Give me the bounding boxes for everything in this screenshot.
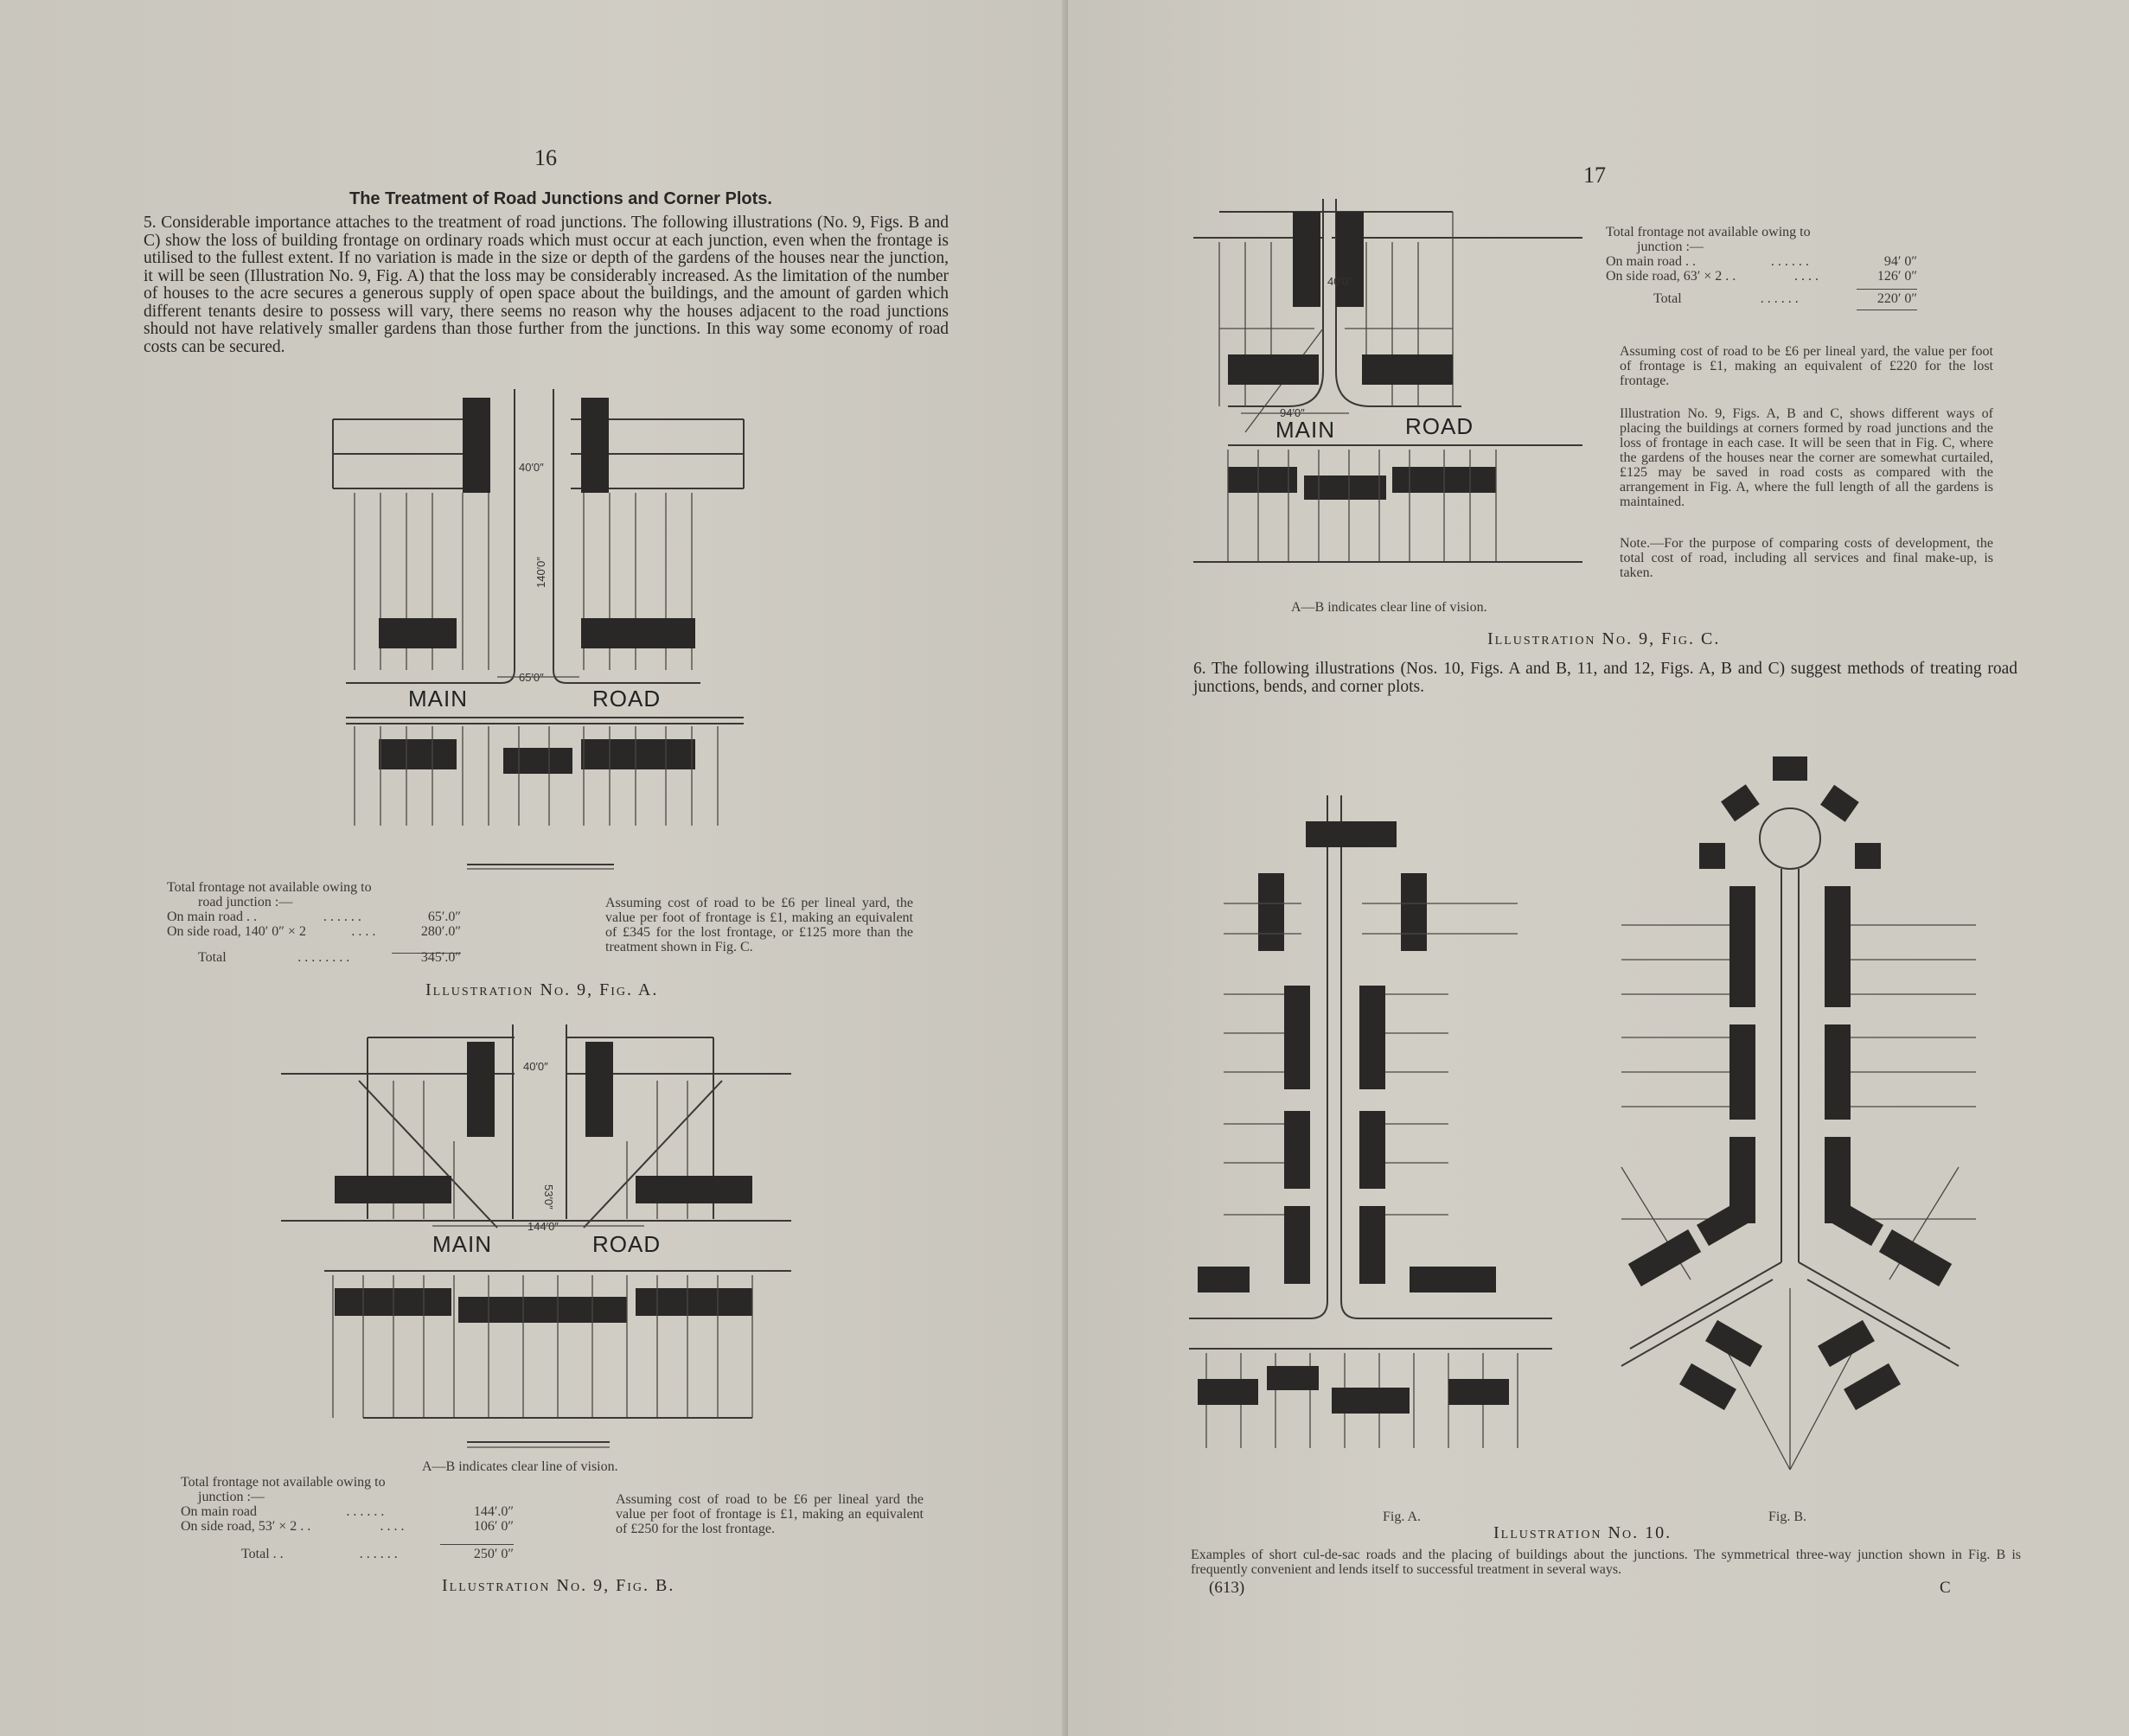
fig-a-frontage-table	[167, 880, 461, 965]
svg-text:65′0″: 65′0″	[519, 671, 544, 684]
paragraph-6: 6. The following illustrations (Nos. 10, Figs. A and B, 11, and 12, Figs. A, B and C) suggest methods of treating road junctions, bends, and corner plots.	[1193, 660, 2017, 696]
row1-label: On main road . .	[1606, 254, 1696, 269]
intro-paragraph: 5. Considerable importance attaches to the treatment of road junctions. The following illustrations (No. 9, Figs. B and C) show the loss of building frontage on ordinary roads which must occur at each junction, even when the frontage is utilised to the fullest extent. If no variation is made in the size or depth of the gardens of the houses near the junction, it will be seen (Illustration No. 9, Fig. A) that the loss may be considerably increased. As the limitation of the number of houses to the acre secures a generous supply of open space about the buildings, and the amount of garden which different tenants desire to possess will vary, there seems no reason why the houses adjacent to the road junctions should not have relatively smaller gardens than those further from the junctions. In this way some economy of road costs can be secured.	[144, 214, 949, 356]
row2-value: 106′ 0″	[473, 1519, 514, 1534]
section-heading: The Treatment of Road Junctions and Corner Plots.	[349, 189, 772, 208]
svg-text:MAIN: MAIN	[1275, 417, 1335, 443]
fig-10b-plan	[1604, 726, 1985, 1478]
fig-c-vision-note: A—B indicates clear line of vision.	[1291, 600, 1487, 615]
row2-dots: . . . .	[351, 924, 376, 939]
frontage-title: Total frontage not available owing to	[1606, 225, 1811, 239]
svg-text:140′0″: 140′0″	[534, 557, 547, 588]
svg-text:40′0″: 40′0″	[519, 461, 544, 474]
svg-text:53′0″: 53′0″	[542, 1184, 555, 1209]
row1-label: On main road . .	[167, 909, 257, 924]
svg-text:ROAD: ROAD	[592, 1231, 662, 1257]
svg-text:MAIN: MAIN	[432, 1231, 492, 1257]
frontage-title: Total frontage not available owing to	[167, 880, 372, 895]
row2-value: 126′ 0″	[1876, 269, 1917, 284]
total-value: 345′.0″	[420, 950, 461, 965]
fig-a-plan	[311, 385, 761, 878]
fig-c-caption: Illustration No. 9, Fig. C.	[1487, 629, 1721, 648]
total-label: Total	[198, 950, 227, 965]
total-label: Total . .	[241, 1547, 284, 1561]
row2-dots: . . . .	[1794, 269, 1819, 284]
row1-dots: . . . . . .	[1770, 254, 1809, 269]
row2-dots: . . . .	[380, 1519, 405, 1534]
total-value: 220′ 0″	[1876, 291, 1917, 306]
svg-text:ROAD: ROAD	[1405, 413, 1474, 439]
row1-dots: . . . . . .	[323, 909, 361, 924]
frontage-title: Total frontage not available owing to	[181, 1475, 386, 1490]
fig-c-illus-note: Illustration No. 9, Figs. A, B and C, shows different ways of placing the buildings at corners formed by road junctions and the loss of frontage in each case. It will be seen that in Fig. C, where the gardens of the houses near the corner are somewhat curtailed, £125 may be saved in road costs as compared with the arrangement in Fig. A, where the full length of all the gardens is maintained.	[1620, 406, 1993, 509]
right-page	[1068, 0, 2129, 1736]
row2-label: On side road, 140′ 0″ × 2	[167, 924, 306, 939]
frontage-subtitle: junction :—	[1637, 239, 1704, 254]
svg-text:ROAD: ROAD	[592, 686, 662, 712]
fig-c-cost-note: Assuming cost of road to be £6 per lineal yard, the value per foot of frontage is £1, making an equivalent of £220 for the lost frontage.	[1620, 344, 1993, 388]
fig-a-caption: Illustration No. 9, Fig. A.	[425, 980, 659, 999]
frontage-subtitle: junction :—	[198, 1490, 265, 1504]
row2-label: On side road, 63′ × 2 . .	[1606, 269, 1736, 284]
fig-c-plan	[1193, 199, 1591, 579]
total-value: 250′ 0″	[473, 1547, 514, 1561]
row1-value: 65′.0″	[427, 909, 461, 924]
row2-label: On side road, 53′ × 2 . .	[181, 1519, 311, 1534]
fig-b-plan	[281, 1020, 800, 1452]
svg-text:40′0″: 40′0″	[1327, 275, 1352, 288]
fig-c-note: Note.—For the purpose of comparing costs of development, the total cost of road, including all services and final make-up, is taken.	[1620, 536, 1993, 580]
fig-10-description: Examples of short cul-de-sac roads and the placing of buildings about the junctions. The symmetrical three-way junction shown in Fig. B is frequently convenient and lends itself to successful treatment in several ways.	[1191, 1548, 2021, 1577]
gathering-letter: C	[1940, 1579, 1951, 1597]
svg-text:MAIN: MAIN	[408, 686, 468, 712]
row1-value: 94′ 0″	[1883, 254, 1917, 269]
svg-text:94′0″: 94′0″	[1280, 406, 1305, 419]
fig-b-caption: Illustration No. 9, Fig. B.	[442, 1576, 675, 1595]
row1-dots: . . . . . .	[346, 1504, 385, 1519]
page-number: 17	[1583, 163, 1606, 188]
svg-text:144′0″: 144′0″	[527, 1220, 559, 1233]
row2-value: 280′.0″	[420, 924, 461, 939]
svg-text:40′0″: 40′0″	[523, 1060, 548, 1073]
fig-b-frontage-table	[181, 1475, 514, 1561]
fig-a-cost-note: Assuming cost of road to be £6 per lineal yard, the value per foot of frontage is £1, making an equivalent of £345 for the lost frontage, or £125 more than the treatment shown in Fig. C.	[605, 896, 913, 954]
row1-label: On main road	[181, 1504, 257, 1519]
fig-10a-label: Fig. A.	[1383, 1509, 1422, 1524]
total-dots: . . . . . .	[1760, 291, 1799, 306]
fig-c-frontage-table	[1606, 225, 1917, 310]
fig-b-cost-note: Assuming cost of road to be £6 per lineal yard the value per foot of frontage is £1, making an equivalent of £250 for the lost frontage.	[616, 1492, 924, 1536]
total-dots: . . . . . . . .	[297, 950, 350, 965]
fig-10a-plan	[1189, 782, 1552, 1465]
row1-value: 144′.0″	[473, 1504, 514, 1519]
fig-10b-label: Fig. B.	[1768, 1509, 1807, 1524]
fig-10-caption: Illustration No. 10.	[1493, 1523, 1672, 1542]
page-number: 16	[534, 145, 557, 170]
printer-signature: (613)	[1209, 1579, 1245, 1597]
total-dots: . . . . . .	[359, 1547, 398, 1561]
total-label: Total	[1653, 291, 1682, 306]
fig-b-vision-note: A—B indicates clear line of vision.	[422, 1459, 618, 1474]
frontage-subtitle: road junction :—	[198, 895, 293, 909]
